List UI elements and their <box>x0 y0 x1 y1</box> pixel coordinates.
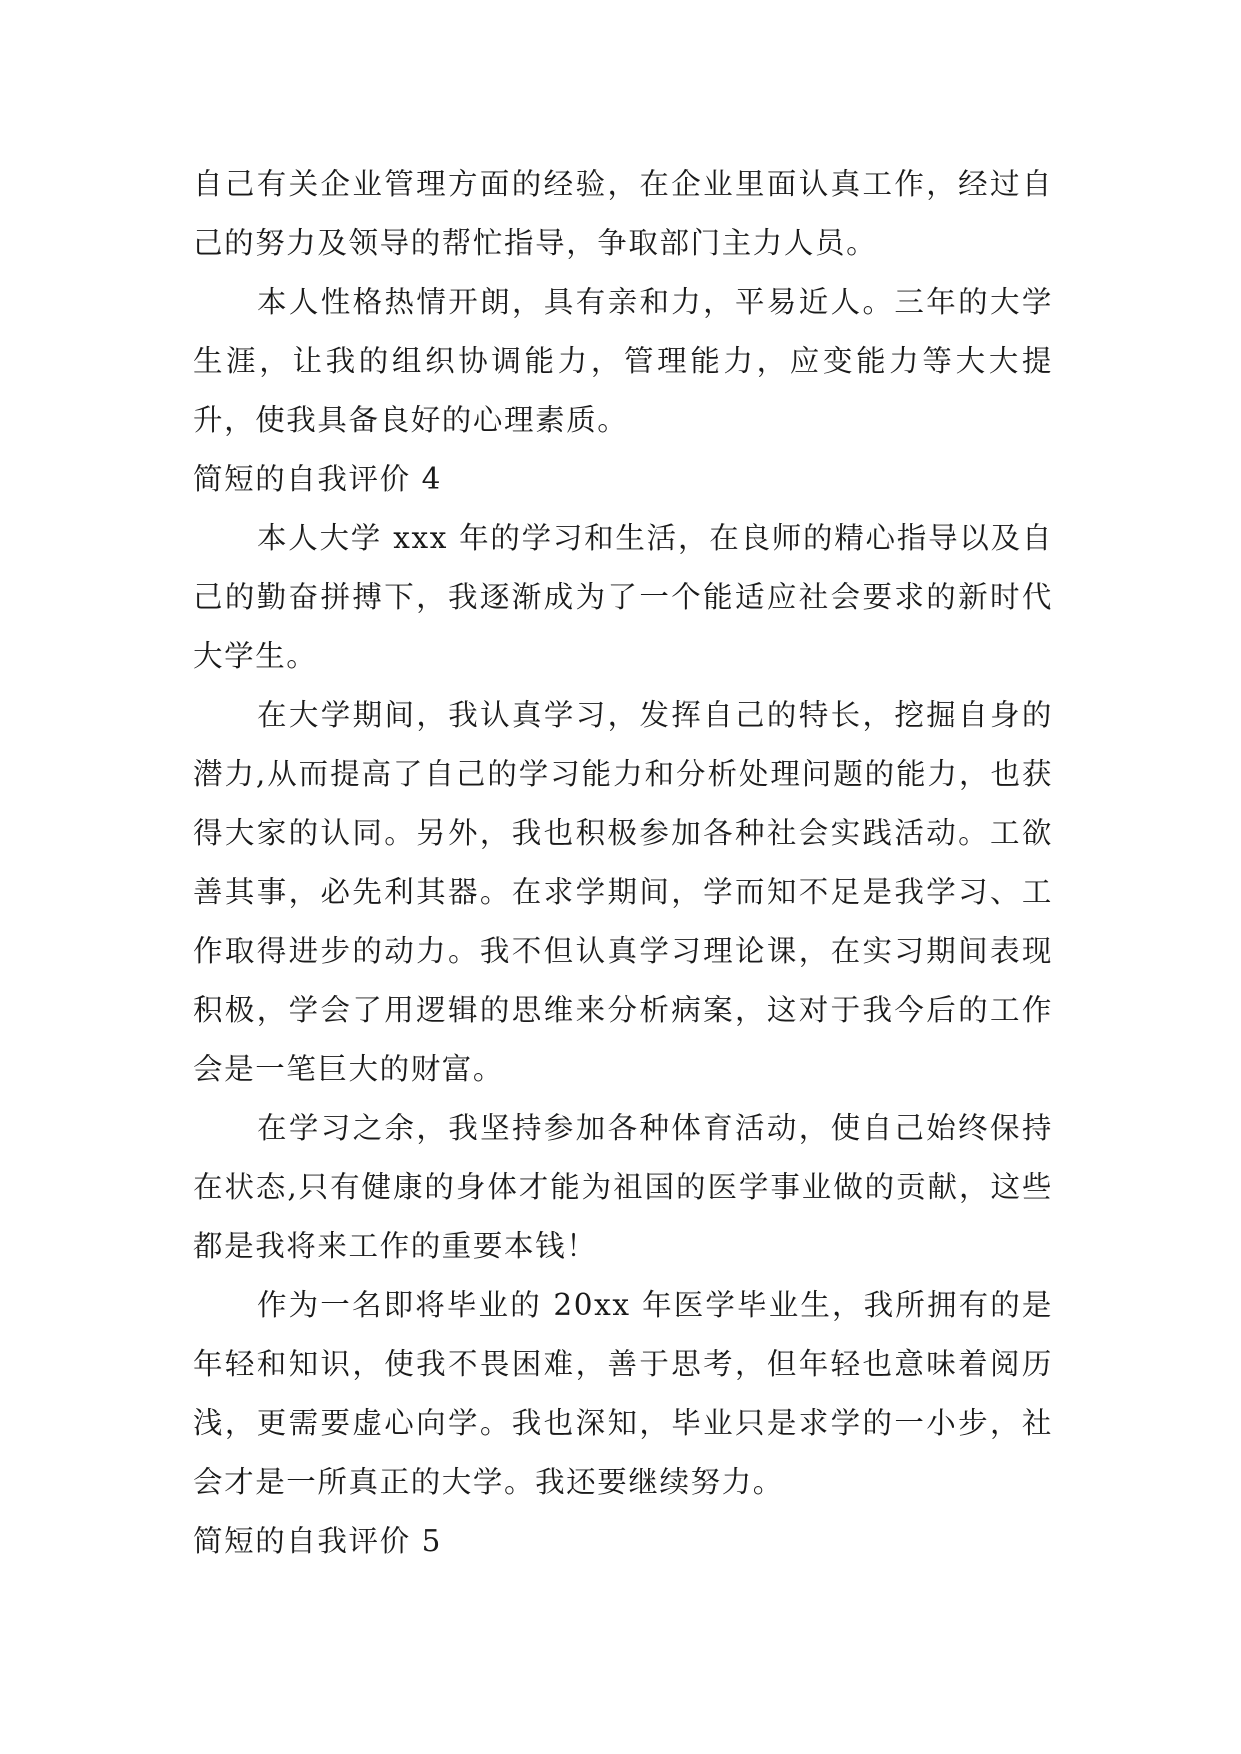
paragraph-personality: 本人性格热情开朗，具有亲和力，平易近人。三年的大学生涯，让我的组织协调能力，管理能力，应变能力等大大提升，使我具备良好的心理素质。 <box>193 285 1053 437</box>
document-body <box>193 155 1053 1571</box>
section-heading-5: 简短的自我评价 5 <box>193 1524 443 1558</box>
paragraph-management-experience: 自己有关企业管理方面的经验，在企业里面认真工作，经过自己的努力及领导的帮忙指导，争取部门主力人员。 <box>193 167 1053 260</box>
paragraph-graduate-outlook: 作为一名即将毕业的 20xx 年医学毕业生，我所拥有的是年轻和知识，使我不畏困难，善于思考，但年轻也意味着阅历浅，更需要虚心向学。我也深知，毕业只是求学的一小步，社会才是一所真正的大学。我还要继续努力。 <box>193 1288 1053 1499</box>
paragraph-sports-activities: 在学习之余，我坚持参加各种体育活动，使自己始终保持在状态,只有健康的身体才能为祖国的医学事业做的贡献，这些都是我将来工作的重要本钱！ <box>193 1111 1053 1263</box>
paragraph-university-period: 在大学期间，我认真学习，发挥自己的特长，挖掘自身的潜力,从而提高了自己的学习能力和分析处理问题的能力，也获得大家的认同。另外，我也积极参加各种社会实践活动。工欲善其事，必先利其器。在求学期间，学而知不足是我学习、工作取得进步的动力。我不但认真学习理论课，在实习期间表现积极，学会了用逻辑的思维来分析病案，这对于我今后的工作会是一笔巨大的财富。 <box>193 698 1053 1086</box>
section-heading-4: 简短的自我评价 4 <box>193 462 443 496</box>
paragraph-university-study: 本人大学 xxx 年的学习和生活，在良师的精心指导以及自己的勤奋拼搏下，我逐渐成为了一个能适应社会要求的新时代大学生。 <box>193 521 1053 673</box>
